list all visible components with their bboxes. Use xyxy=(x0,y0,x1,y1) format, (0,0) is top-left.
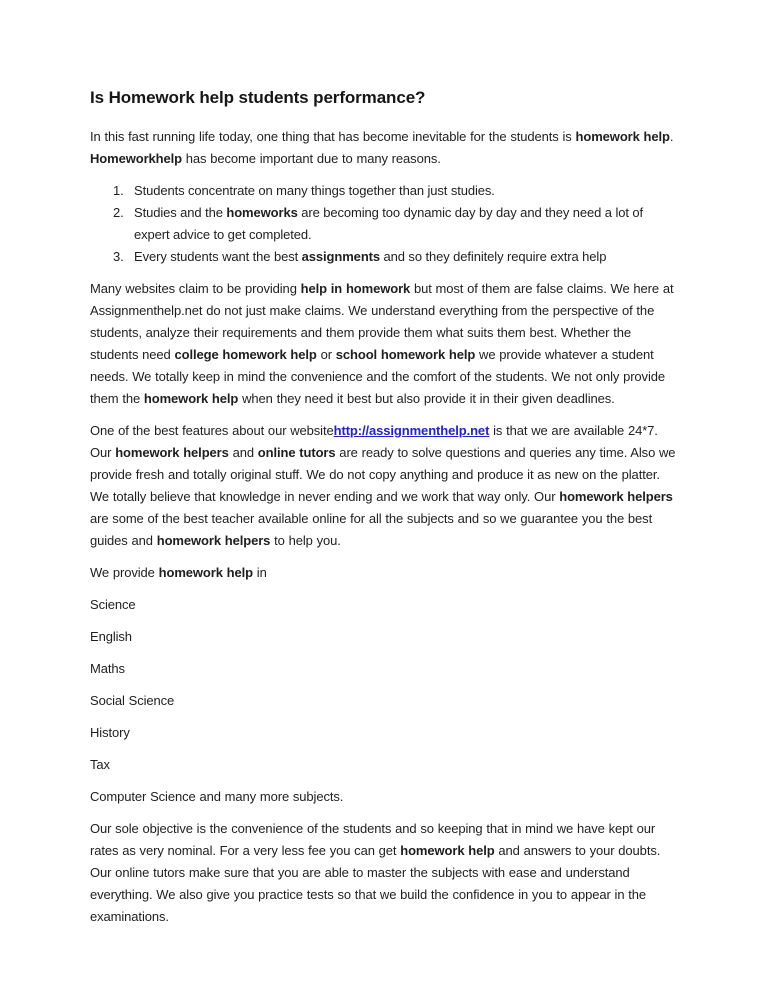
text-run: In this fast running life today, one thing that has become inevitable for the students is xyxy=(90,129,576,144)
text-run: in xyxy=(253,565,267,580)
bold-text-run: college homework help xyxy=(174,347,317,362)
text-run: or xyxy=(316,347,336,362)
document-content xyxy=(90,88,680,928)
text-run: we provide whatever a student needs. We totally keep in mind the convenience and the comfort of the students. We not only provide them the xyxy=(90,347,666,406)
paragraph xyxy=(90,594,680,616)
paragraph xyxy=(90,754,680,776)
text-run: One of the best features about our website xyxy=(90,423,334,438)
paragraph xyxy=(90,722,680,744)
list-item xyxy=(113,180,680,202)
list-item-marker: 2. xyxy=(113,205,124,220)
paragraph xyxy=(90,690,680,712)
paragraph xyxy=(90,420,680,552)
paragraph xyxy=(90,786,680,808)
list-item-text xyxy=(134,246,680,268)
list-item-text xyxy=(134,202,680,246)
text-run: Computer Science and many more subjects. xyxy=(90,789,344,804)
text-run: Social Science xyxy=(90,693,175,708)
bold-text-run: homeworks xyxy=(226,205,298,220)
text-run: Maths xyxy=(90,661,125,676)
bold-text-run: homework help xyxy=(575,129,670,144)
text-run: and xyxy=(228,445,258,460)
text-run: has become important due to many reasons. xyxy=(181,151,441,166)
text-run: but most of them are false claims. We here at Assignmenthelp.net do not just make claims. We understand everything from the perspective of the students, analyze their requirements and them provide them what suits them best. Whether the students need xyxy=(90,281,674,362)
bold-text-run: homework help xyxy=(158,565,253,580)
text-run: We provide xyxy=(90,565,159,580)
text-run: are becoming too dynamic day by day and they need a lot of expert advice to get completed. xyxy=(134,205,644,242)
paragraph xyxy=(90,658,680,680)
list-item-text xyxy=(134,180,680,202)
text-run: Science xyxy=(90,597,136,612)
text-run: . xyxy=(669,129,674,144)
list-item xyxy=(113,202,680,246)
text-run: English xyxy=(90,629,132,644)
bold-text-run: assignments xyxy=(301,249,381,264)
bold-text-run: help in homework xyxy=(300,281,411,296)
text-run: when they need it best but also provide it in their given deadlines. xyxy=(238,391,615,406)
bold-text-run: homework helpers xyxy=(156,533,271,548)
paragraph xyxy=(90,126,680,170)
bold-text-run: school homework help xyxy=(335,347,476,362)
list-item xyxy=(113,246,680,268)
bold-text-run: homework help xyxy=(400,843,495,858)
assignmenthelp-link[interactable]: http://assignmenthelp.net xyxy=(333,423,490,438)
text-run: Our sole objective is the convenience of the students and so keeping that in mind we have kept our rates as very nominal. For a very less fee you can get xyxy=(90,821,656,858)
text-run: Studies and the xyxy=(134,205,227,220)
paragraph xyxy=(90,818,680,928)
paragraph xyxy=(90,626,680,648)
numbered-list xyxy=(113,180,680,268)
bold-text-run: Homeworkhelp xyxy=(90,151,182,166)
text-run: Students concentrate on many things together than just studies. xyxy=(134,183,495,198)
list-item-marker: 3. xyxy=(113,249,124,264)
text-run: is that we are available 24*7. Our xyxy=(90,423,658,460)
text-run: to help you. xyxy=(270,533,341,548)
bold-text-run: homework help xyxy=(143,391,239,406)
text-run: Every students want the best xyxy=(134,249,302,264)
paragraph xyxy=(90,278,680,410)
bold-text-run: online tutors xyxy=(257,445,336,460)
bold-text-run: homework helpers xyxy=(115,445,229,460)
document-title xyxy=(90,88,680,108)
text-run: are ready to solve questions and queries any time. Also we provide fresh and totally original stuff. We do not copy anything and produce it as new on the platter. We totally believe that knowledge in never ending and we work that way only. Our xyxy=(90,445,676,504)
text-run: Tax xyxy=(90,757,110,772)
text-run: and answers to your doubts. Our online tutors make sure that you are able to master the subjects with ease and understand everything. We also give you practice tests so that we build the confidence in you to appear in the examinations. xyxy=(90,843,661,924)
text-run: Is Homework help students performance? xyxy=(90,88,426,107)
text-run: and so they definitely require extra help xyxy=(380,249,607,264)
paragraph xyxy=(90,562,680,584)
list-item-marker: 1. xyxy=(113,183,124,198)
text-run: History xyxy=(90,725,130,740)
bold-text-run: homework helpers xyxy=(559,489,673,504)
text-run: are some of the best teacher available online for all the subjects and so we guarantee you the best guides and xyxy=(90,511,653,548)
text-run: Many websites claim to be providing xyxy=(90,281,301,296)
